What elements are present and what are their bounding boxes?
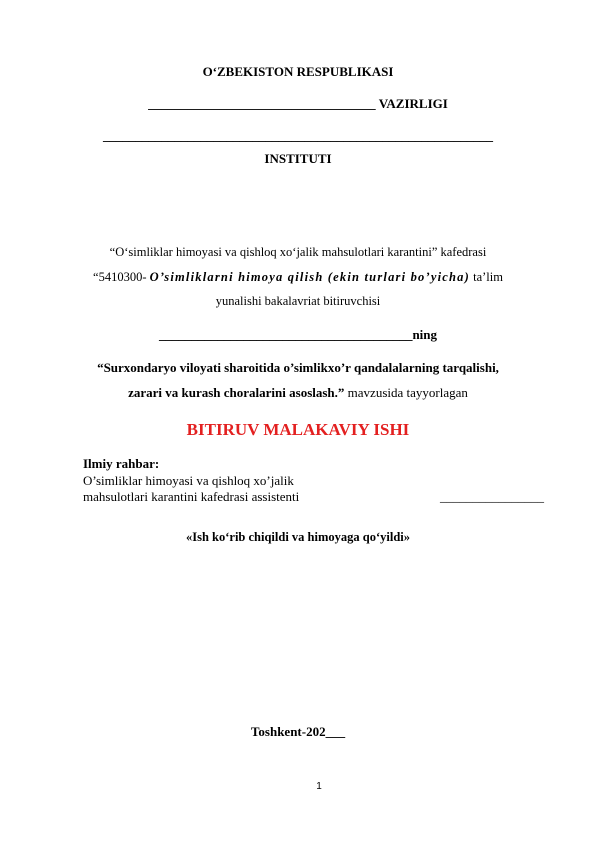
- document-title: BITIRUV MALAKAVIY ISHI: [186, 420, 410, 439]
- student-suffix: ning: [412, 327, 438, 342]
- republic-heading: O‘ZBEKISTON RESPUBLIKASI: [202, 64, 394, 79]
- student-blank: _______________________________________: [158, 327, 413, 342]
- direction-line: [0, 270, 596, 285]
- institute-word: INSTITUTI: [264, 151, 332, 166]
- institute-blank: ____________________________________________________________: [103, 128, 493, 143]
- direction-suffix: ta’lim: [473, 270, 503, 284]
- defense-line: «Ish ko‘rib chiqildi va himoyaga qo‘yildi»: [185, 530, 410, 544]
- ministry-line: [0, 96, 596, 112]
- supervisor-label: Ilmiy rahbar:: [83, 456, 160, 471]
- supervisor-line-1: O’simliklar himoyasi va qishloq xo’jalik: [83, 473, 294, 488]
- direction-line-3: yunalishi bakalavriat bitiruvchisi: [215, 294, 381, 308]
- ministry-blank: ___________________________________: [148, 96, 376, 111]
- direction-name: O’simliklarni himoya qilish (ekin turlari bo’yicha): [149, 270, 470, 284]
- ministry-word: VAZIRLIGI: [378, 96, 448, 111]
- student-line: [0, 327, 596, 343]
- department-line: “O‘simliklar himoyasi va qishloq xo‘jalik mahsulotlari karantini” kafedrasi: [109, 245, 487, 259]
- topic-line-2-bold: zarari va kurash choralarini asoslash.”: [128, 385, 345, 400]
- signature-blank: ________________: [440, 489, 544, 504]
- supervisor-line-2: mahsulotlari karantini kafedrasi assistenti: [83, 489, 300, 504]
- direction-code: “5410300-: [93, 270, 147, 284]
- topic-line-2: [0, 385, 596, 401]
- topic-line-1: “Surxondaryo viloyati sharoitida o’simlikxo’r qandalalarning tarqalishi,: [97, 360, 499, 375]
- topic-line-2-suffix: mavzusida tayyorlagan: [347, 385, 468, 400]
- page-number: 1: [316, 781, 322, 792]
- city-year: Toshkent-202___: [250, 724, 346, 739]
